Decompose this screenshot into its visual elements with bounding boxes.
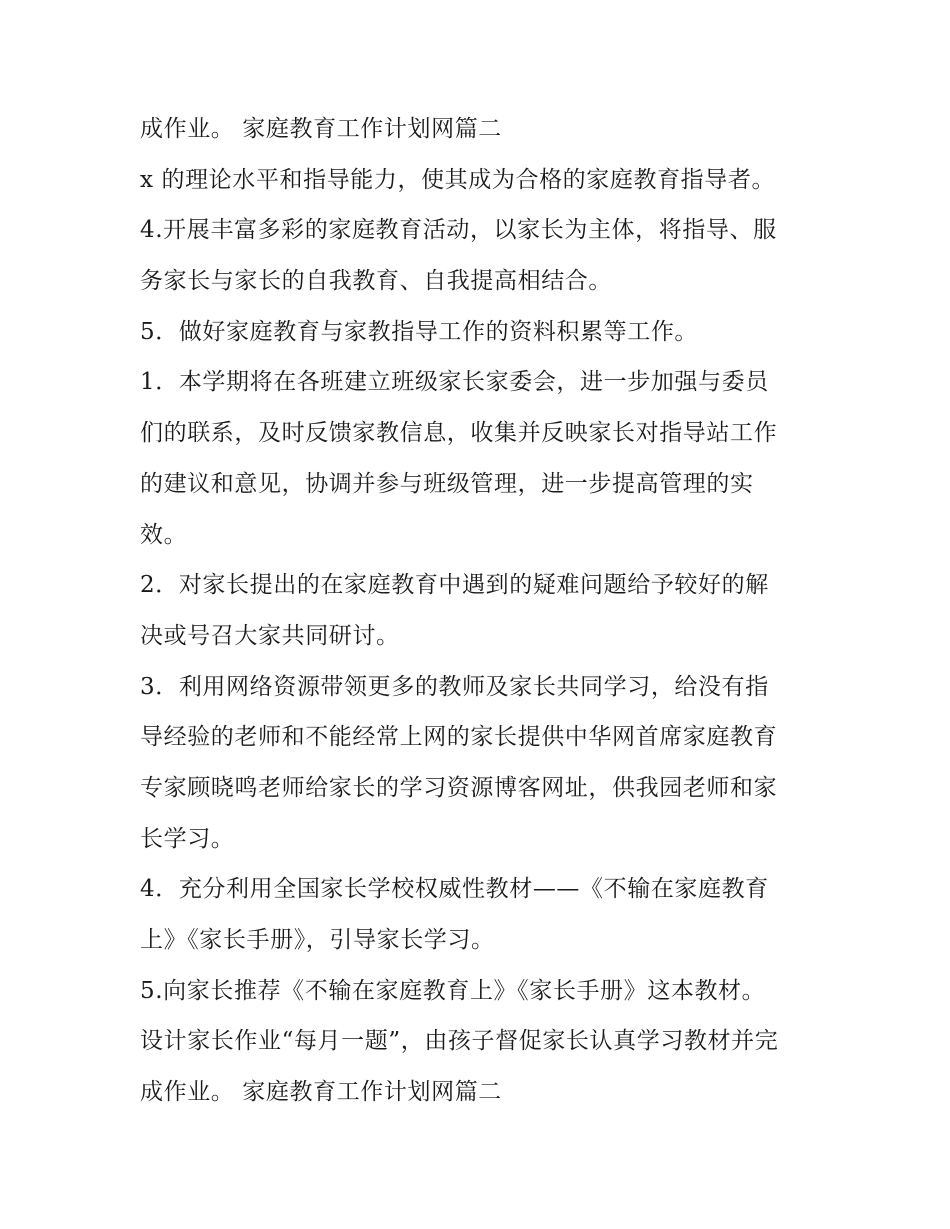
text-line: 2．对家长提出的在家庭教育中遇到的疑难问题给予较好的解 <box>140 572 769 599</box>
text-line: 导经验的老师和不能经常上网的家长提供中华网首席家庭教育 <box>140 724 778 751</box>
text-line: 4．充分利用全国家长学校权威性教材——《不输在家庭教育 <box>140 876 769 903</box>
text-line: 上》《家长手册》，引导家长学习。 <box>140 927 495 953</box>
text-line: 4.开展丰富多彩的家庭教育活动，以家长为主体，将指导、服 <box>140 217 777 244</box>
text-line: 长学习。 <box>140 825 235 852</box>
text-line: 们的联系，及时反馈家教信息，收集并反映家长对指导站工作 <box>140 420 778 447</box>
text-line: 5.向家长推荐《不输在家庭教育上》《家长手册》这本教材。 <box>140 977 766 1004</box>
text-line: 务家长与家长的自我教育、自我提高相结合。 <box>140 268 612 295</box>
text-line: 效。 <box>140 521 188 548</box>
body-text <box>140 104 830 1118</box>
text-line: x 的理论水平和指导能力，使其成为合格的家庭教育指导者。 <box>140 166 776 193</box>
text-line: 成作业。 家庭教育工作计划网篇二 <box>140 1079 502 1106</box>
text-line: 专家顾晓鸣老师给家长的学习资源博客网址，供我园老师和家 <box>140 774 778 801</box>
text-line: 5．做好家庭教育与家教指导工作的资料积累等工作。 <box>140 318 699 345</box>
text-line: 的建议和意见，协调并参与班级管理，进一步提高管理的实 <box>140 470 754 497</box>
text-line: 3．利用网络资源带领更多的教师及家长共同学习，给没有指 <box>140 673 769 700</box>
text-line: 1．本学期将在各班建立班级家长家委会，进一步加强与委员 <box>140 369 769 396</box>
text-line: 决或号召大家共同研讨。 <box>140 622 400 649</box>
text-line: 成作业。 家庭教育工作计划网篇二 <box>140 116 502 142</box>
text-line: 设计家长作业“每月一题”，由孩子督促家长认真学习教材并完 <box>140 1028 779 1055</box>
